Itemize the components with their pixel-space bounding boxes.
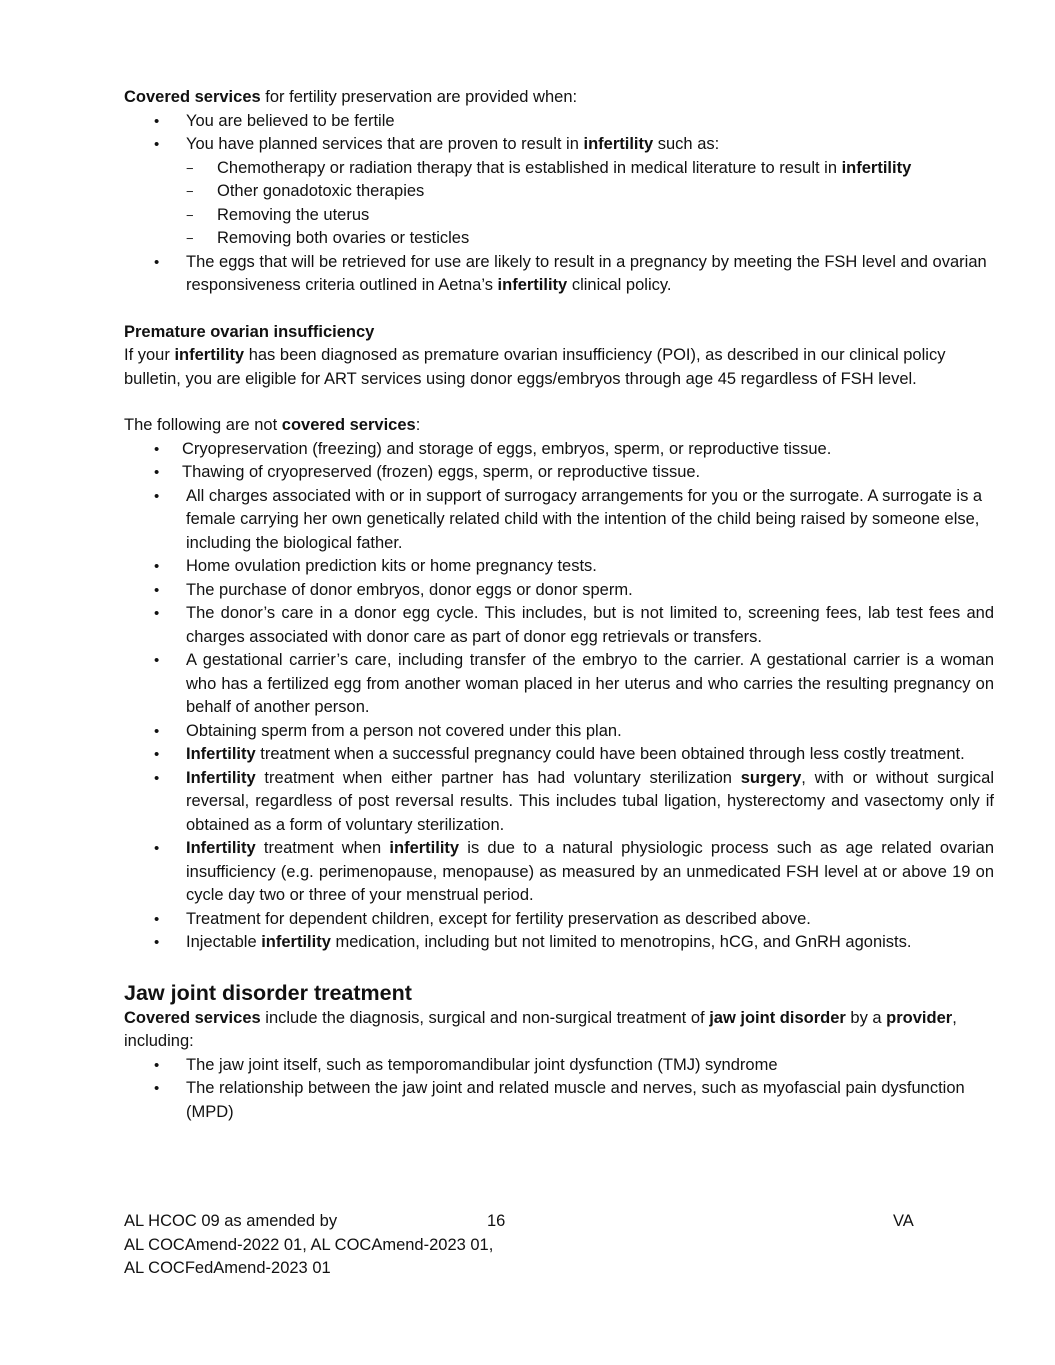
- exclusions-intro: The following are not covered services:: [124, 416, 421, 434]
- list-item: • A gestational carrier’s care, including transfer of the embryo to the carrier. A gestational carrier is a woman who has a fertilized egg from another woman placed in her uterus and who carries the resulting pregnancy on behalf of another person.: [124, 649, 994, 720]
- footer-state: VA: [893, 1212, 914, 1230]
- list-item: • The donor’s care in a donor egg cycle. This includes, but is not limited to, screening fees, lab test fees and charges associated with donor care as part of donor egg retrievals or transfers.: [124, 602, 994, 649]
- jaw-list: [124, 1054, 994, 1125]
- exclusions-list-b: [124, 485, 994, 955]
- list-item: • You have planned services that are proven to result in infertility such as: − Chemotherapy or radiation therapy that is established in medical literature to result in infertility − Other gonadotoxic therapies − Removing the uterus − Removing both ovaries or testicles: [124, 133, 994, 251]
- jaw-heading: Jaw joint disorder treatment: [124, 980, 412, 1005]
- fertility-intro: Covered services for fertility preservation are provided when:: [124, 88, 578, 106]
- list-item: • The eggs that will be retrieved for use are likely to result in a pregnancy by meeting the FSH level and ovarian responsiveness criteria outlined in Aetna’s infertility clinical policy.: [124, 251, 994, 298]
- list-item: − Removing the uterus: [124, 204, 994, 228]
- list-item: • The relationship between the jaw joint and related muscle and nerves, such as myofascial pain dysfunction (MPD): [124, 1077, 994, 1124]
- list-item: • Infertility treatment when either partner has had voluntary sterilization surgery, with or without surgical reversal, regardless of post reversal results. This includes tubal ligation, hysterectomy and vasectomy only if obtained as a form of voluntary sterilization.: [124, 767, 994, 838]
- list-item: • Cryopreservation (freezing) and storage of eggs, embryos, sperm, or reproductive tissue.: [124, 438, 994, 462]
- fertility-sub-list: [124, 157, 994, 251]
- list-item: • The purchase of donor embryos, donor eggs or donor sperm.: [124, 579, 994, 603]
- poi-heading: Premature ovarian insufficiency: [124, 322, 375, 341]
- footer-amend-line: AL COCAmend-2022 01, AL COCAmend-2023 01,: [124, 1235, 494, 1254]
- fertility-criteria-list: [124, 110, 994, 298]
- footer-fed-amend-line: AL COCFedAmend-2023 01: [124, 1259, 331, 1277]
- list-item: • You are believed to be fertile: [124, 110, 994, 134]
- page-number: 16: [487, 1212, 506, 1230]
- list-item: • All charges associated with or in support of surrogacy arrangements for you or the surrogate. A surrogate is a female carrying her own genetically related child with the intention of the child being raised by someone else, including the biological father.: [124, 485, 994, 556]
- list-item: • Injectable infertility medication, including but not limited to menotropins, hCG, and GnRH agonists.: [124, 931, 994, 955]
- exclusions-list-a: [124, 438, 994, 485]
- jaw-intro: Covered services include the diagnosis, surgical and non-surgical treatment of jaw joint disorder by a provider, including:: [124, 1008, 957, 1050]
- list-item: • Obtaining sperm from a person not covered under this plan.: [124, 720, 994, 744]
- list-item: − Removing both ovaries or testicles: [124, 227, 994, 251]
- document-page: [124, 86, 994, 1124]
- page-footer: [124, 1210, 924, 1281]
- list-item: • Infertility treatment when a successful pregnancy could have been obtained through less costly treatment.: [124, 743, 994, 767]
- list-item: • Infertility treatment when infertility is due to a natural physiologic process such as age related ovarian insufficiency (e.g. perimenopause, menopause) as measured by an unmedicated FSH level at or above 19 on cycle day two or three of your menstrual period.: [124, 837, 994, 908]
- list-item: • Treatment for dependent children, except for fertility preservation as described above.: [124, 908, 994, 932]
- footer-doc-id: AL HCOC 09 as amended by: [124, 1212, 338, 1230]
- poi-text: If your infertility has been diagnosed as premature ovarian insufficiency (POI), as described in our clinical policy bulletin, you are eligible for ART services using donor eggs/embryos through age 45 regardless of FSH level.: [124, 346, 946, 388]
- list-item: • The jaw joint itself, such as temporomandibular joint dysfunction (TMJ) syndrome: [124, 1054, 994, 1078]
- list-item: • Home ovulation prediction kits or home pregnancy tests.: [124, 555, 994, 579]
- list-item: • Thawing of cryopreserved (frozen) eggs, sperm, or reproductive tissue.: [124, 461, 994, 485]
- list-item: − Other gonadotoxic therapies: [124, 180, 994, 204]
- list-item: − Chemotherapy or radiation therapy that is established in medical literature to result in infertility: [124, 157, 994, 181]
